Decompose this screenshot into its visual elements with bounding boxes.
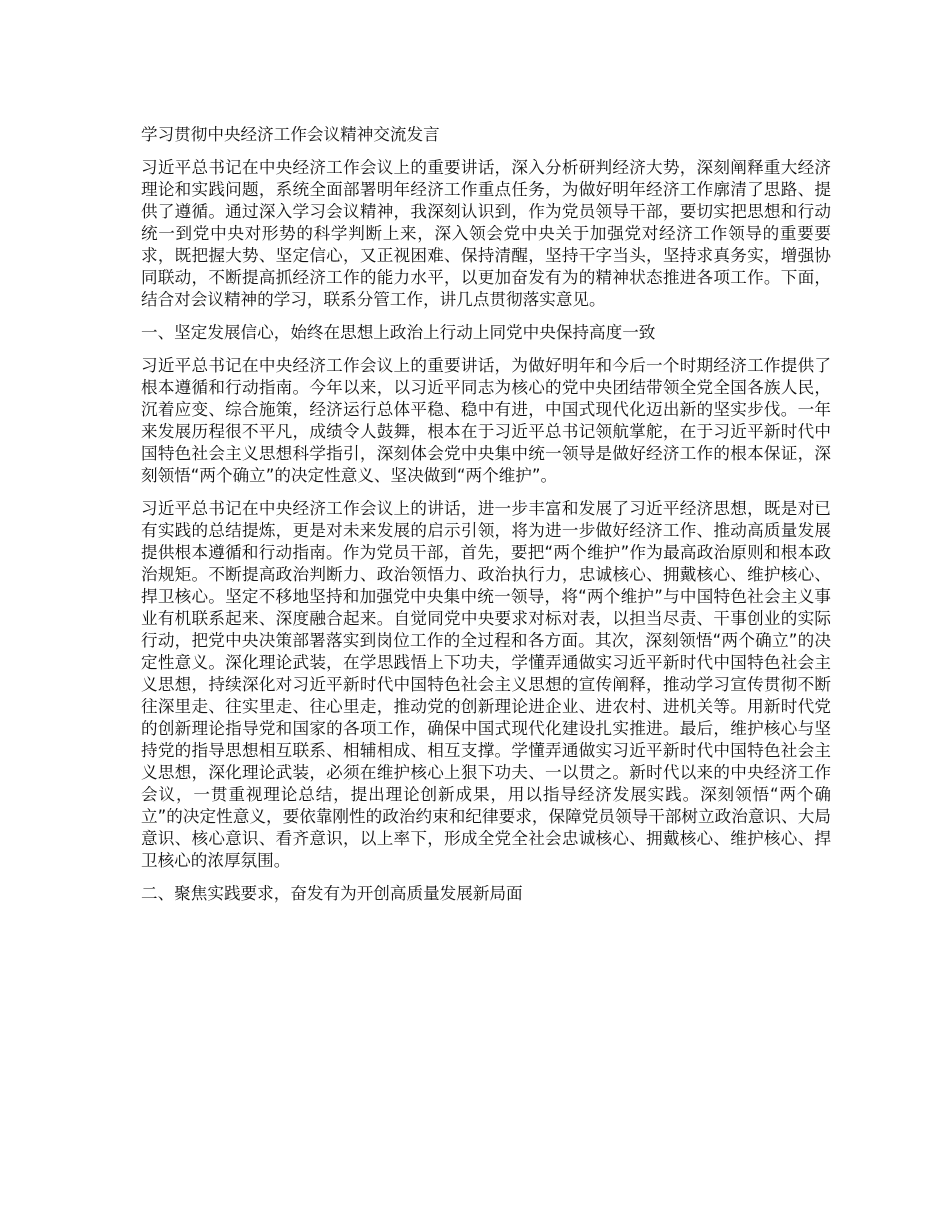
paragraph-section-1a: 习近平总书记在中央经济工作会议上的重要讲话，为做好明年和今后一个时期经济工作提供了根本遵循和行动指南。今年以来，以习近平同志为核心的党中央团结带领全党全国各族人民，沉着应变、综合施策，经济运行总体平稳、稳中有进，中国式现代化迈出新的坚实步伐。一年来发展历程很不平凡，成绩令人鼓舞，根本在于习近平总书记领航掌舵，在于习近平新时代中国特色社会主义思想科学指引，深刻体会党中央集中统一领导是做好经济工作的根本保证，深刻领悟“两个确立”的决定性意义、坚决做到“两个维护”。: [141, 356, 831, 485]
section-heading-1: 一、坚定发展信心，始终在思想上政治上行动上同党中央保持高度一致: [141, 323, 656, 342]
document-title: 学习贯彻中央经济工作会议精神交流发言: [141, 125, 440, 144]
paragraph-intro: 习近平总书记在中央经济工作会议上的重要讲话，深入分析研判经济大势，深刻阐释重大经济理论和实践问题，系统全面部署明年经济工作重点任务，为做好明年经济工作廓清了思路、提供了遵循。通过深入学习会议精神，我深刻认识到，作为党员领导干部，要切实把思想和行动统一到党中央对形势的科学判断上来，深入领会党中央关于加强党对经济工作领导的重要要求，既把握大势、坚定信心，又正视困难、保持清醒，坚持干字当头，坚持求真务实，增强协同联动，不断提高抓经济工作的能力水平，以更加奋发有为的精神状态推进各项工作。下面，结合对会议精神的学习，联系分管工作，讲几点贯彻落实意见。: [141, 158, 831, 309]
section-heading-2: 二、聚焦实践要求，奋发有为开创高质量发展新局面: [141, 884, 523, 903]
paragraph-section-1b: 习近平总书记在中央经济工作会议上的讲话，进一步丰富和发展了习近平经济思想，既是对已有实践的总结提炼，更是对未来发展的启示引领，将为进一步做好经济工作、推动高质量发展提供根本遵循和行动指南。作为党员干部，首先，要把“两个维护”作为最高政治原则和根本政治规矩。不断提高政治判断力、政治领悟力、政治执行力，忠诚核心、拥戴核心、维护核心、捍卫核心。坚定不移地坚持和加强党中央集中统一领导，将“两个维护”与中国特色社会主义事业有机联系起来、深度融合起来。自觉同党中央要求对标对表，以担当尽责、干事创业的实际行动，把党中央决策部署落实到岗位工作的全过程和各方面。其次，深刻领悟“两个确立”的决定性意义。深化理论武装，在学思践悟上下功夫，学懂弄通做实习近平新时代中国特色社会主义思想，持续深化对习近平新时代中国特色社会主义思想的宣传阐释，推动学习宣传贯彻不断往深里走、往实里走、往心里走，推动党的创新理论进企业、进农村、进机关等。用新时代党的创新理论指导党和国家的各项工作，确保中国式现代化建设扎实推进。最后，维护核心与坚持党的指导思想相互联系、相辅相成、相互支撑。学懂弄通做实习近平新时代中国特色社会主义思想，深化理论武装，必须在维护核心上狠下功夫、一以贯之。新时代以来的中央经济工作会议，一贯重视理论总结，提出理论创新成果，用以指导经济发展实践。深刻领悟“两个确立”的决定性意义，要依靠刚性的政治约束和纪律要求，保障党员领导干部树立政治意识、大局意识、核心意识、看齐意识，以上率下，形成全党全社会忠诚核心、拥戴核心、维护核心、捍卫核心的浓厚氛围。: [141, 499, 831, 870]
document-body: [141, 124, 831, 916]
